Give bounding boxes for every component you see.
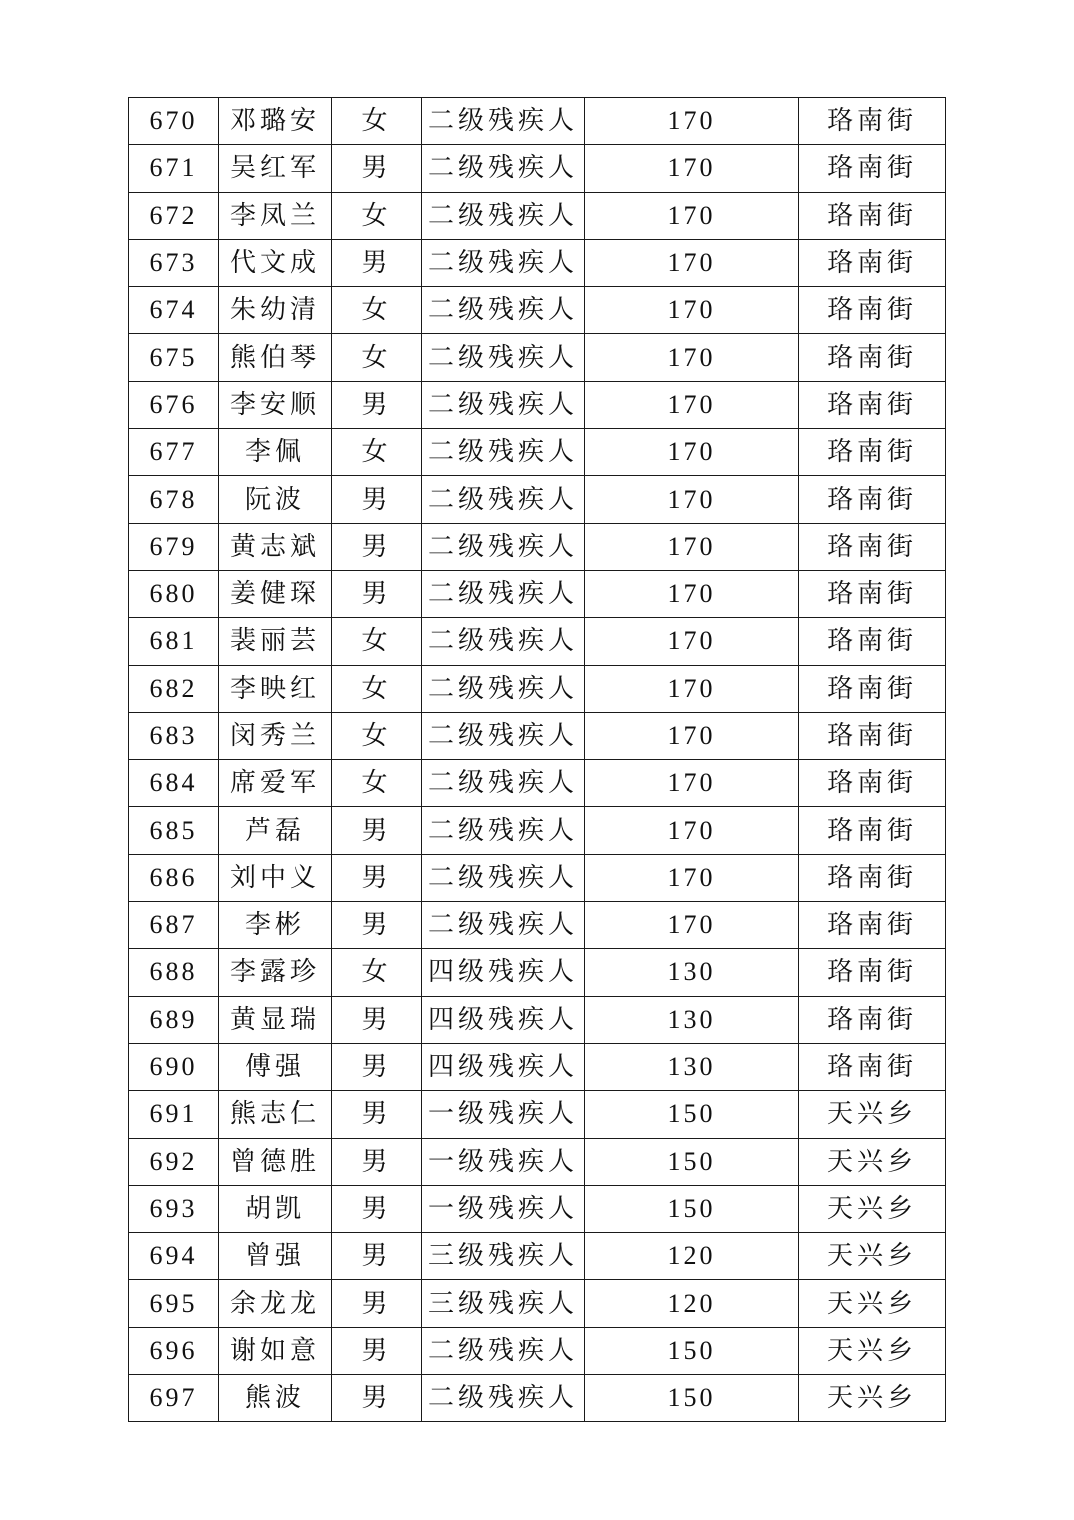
gender-cell: 女	[332, 665, 422, 712]
disability-level-cell: 二级残疾人	[422, 381, 585, 428]
gender-cell: 男	[332, 1233, 422, 1280]
row-number-cell: 674	[129, 287, 219, 334]
person-name-cell: 芦磊	[219, 807, 332, 854]
disability-level-cell: 二级残疾人	[422, 712, 585, 759]
disability-level-cell: 二级残疾人	[422, 807, 585, 854]
street-area-cell: 珞南街	[799, 665, 946, 712]
subsidy-amount-cell: 170	[585, 902, 799, 949]
disability-level-cell: 二级残疾人	[422, 239, 585, 286]
table-row	[129, 902, 946, 949]
table-row	[129, 570, 946, 617]
disability-level-cell: 二级残疾人	[422, 1375, 585, 1422]
row-number-cell: 683	[129, 712, 219, 759]
street-area-cell: 珞南街	[799, 476, 946, 523]
table-row	[129, 949, 946, 996]
street-area-cell: 天兴乡	[799, 1375, 946, 1422]
table-row	[129, 334, 946, 381]
row-number-cell: 685	[129, 807, 219, 854]
gender-cell: 男	[332, 1280, 422, 1327]
disability-level-cell: 一级残疾人	[422, 1185, 585, 1232]
person-name-cell: 李彬	[219, 902, 332, 949]
gender-cell: 女	[332, 760, 422, 807]
person-name-cell: 阮波	[219, 476, 332, 523]
row-number-cell: 673	[129, 239, 219, 286]
street-area-cell: 珞南街	[799, 854, 946, 901]
subsidy-amount-cell: 120	[585, 1280, 799, 1327]
street-area-cell: 天兴乡	[799, 1091, 946, 1138]
table-row	[129, 523, 946, 570]
row-number-cell: 670	[129, 98, 219, 145]
subsidy-roster-table	[128, 97, 946, 1422]
row-number-cell: 695	[129, 1280, 219, 1327]
person-name-cell: 裴丽芸	[219, 618, 332, 665]
row-number-cell: 692	[129, 1138, 219, 1185]
person-name-cell: 邓璐安	[219, 98, 332, 145]
street-area-cell: 珞南街	[799, 381, 946, 428]
table-row	[129, 145, 946, 192]
row-number-cell: 677	[129, 429, 219, 476]
table-row	[129, 712, 946, 759]
row-number-cell: 687	[129, 902, 219, 949]
disability-level-cell: 四级残疾人	[422, 996, 585, 1043]
person-name-cell: 黄志斌	[219, 523, 332, 570]
subsidy-amount-cell: 120	[585, 1233, 799, 1280]
gender-cell: 男	[332, 807, 422, 854]
table-row	[129, 98, 946, 145]
subsidy-amount-cell: 170	[585, 334, 799, 381]
disability-level-cell: 二级残疾人	[422, 429, 585, 476]
gender-cell: 男	[332, 381, 422, 428]
subsidy-amount-cell: 170	[585, 807, 799, 854]
gender-cell: 男	[332, 1091, 422, 1138]
gender-cell: 男	[332, 570, 422, 617]
disability-level-cell: 二级残疾人	[422, 476, 585, 523]
person-name-cell: 熊伯琴	[219, 334, 332, 381]
person-name-cell: 吴红军	[219, 145, 332, 192]
gender-cell: 男	[332, 1185, 422, 1232]
street-area-cell: 珞南街	[799, 98, 946, 145]
street-area-cell: 珞南街	[799, 760, 946, 807]
subsidy-amount-cell: 150	[585, 1375, 799, 1422]
subsidy-amount-cell: 170	[585, 287, 799, 334]
row-number-cell: 680	[129, 570, 219, 617]
disability-level-cell: 二级残疾人	[422, 334, 585, 381]
gender-cell: 男	[332, 1375, 422, 1422]
subsidy-amount-cell: 170	[585, 665, 799, 712]
disability-level-cell: 四级残疾人	[422, 1043, 585, 1090]
row-number-cell: 676	[129, 381, 219, 428]
subsidy-amount-cell: 170	[585, 476, 799, 523]
subsidy-amount-cell: 130	[585, 949, 799, 996]
disability-level-cell: 一级残疾人	[422, 1138, 585, 1185]
disability-level-cell: 二级残疾人	[422, 192, 585, 239]
disability-level-cell: 二级残疾人	[422, 523, 585, 570]
gender-cell: 女	[332, 429, 422, 476]
subsidy-amount-cell: 170	[585, 570, 799, 617]
table-row	[129, 854, 946, 901]
street-area-cell: 珞南街	[799, 429, 946, 476]
row-number-cell: 678	[129, 476, 219, 523]
table-row	[129, 1185, 946, 1232]
row-number-cell: 694	[129, 1233, 219, 1280]
disability-level-cell: 二级残疾人	[422, 854, 585, 901]
person-name-cell: 傅强	[219, 1043, 332, 1090]
gender-cell: 女	[332, 287, 422, 334]
gender-cell: 男	[332, 996, 422, 1043]
gender-cell: 男	[332, 1138, 422, 1185]
row-number-cell: 671	[129, 145, 219, 192]
person-name-cell: 李凤兰	[219, 192, 332, 239]
table-row	[129, 1375, 946, 1422]
subsidy-amount-cell: 170	[585, 192, 799, 239]
disability-level-cell: 二级残疾人	[422, 902, 585, 949]
person-name-cell: 曾德胜	[219, 1138, 332, 1185]
table-row	[129, 381, 946, 428]
table-row	[129, 429, 946, 476]
table-row	[129, 807, 946, 854]
disability-level-cell: 二级残疾人	[422, 1327, 585, 1374]
person-name-cell: 刘中义	[219, 854, 332, 901]
street-area-cell: 珞南街	[799, 239, 946, 286]
gender-cell: 男	[332, 854, 422, 901]
table-row	[129, 1138, 946, 1185]
disability-level-cell: 三级残疾人	[422, 1280, 585, 1327]
person-name-cell: 熊波	[219, 1375, 332, 1422]
gender-cell: 男	[332, 523, 422, 570]
disability-level-cell: 四级残疾人	[422, 949, 585, 996]
gender-cell: 男	[332, 1327, 422, 1374]
street-area-cell: 珞南街	[799, 807, 946, 854]
table-row	[129, 1233, 946, 1280]
row-number-cell: 679	[129, 523, 219, 570]
gender-cell: 女	[332, 712, 422, 759]
person-name-cell: 李露珍	[219, 949, 332, 996]
person-name-cell: 曾强	[219, 1233, 332, 1280]
person-name-cell: 李佩	[219, 429, 332, 476]
subsidy-amount-cell: 150	[585, 1138, 799, 1185]
disability-level-cell: 二级残疾人	[422, 145, 585, 192]
table-row	[129, 996, 946, 1043]
subsidy-amount-cell: 170	[585, 239, 799, 286]
subsidy-amount-cell: 170	[585, 618, 799, 665]
table-row	[129, 476, 946, 523]
row-number-cell: 682	[129, 665, 219, 712]
row-number-cell: 686	[129, 854, 219, 901]
person-name-cell: 黄显瑞	[219, 996, 332, 1043]
row-number-cell: 690	[129, 1043, 219, 1090]
person-name-cell: 朱幼清	[219, 287, 332, 334]
table-row	[129, 618, 946, 665]
person-name-cell: 代文成	[219, 239, 332, 286]
subsidy-amount-cell: 150	[585, 1091, 799, 1138]
row-number-cell: 693	[129, 1185, 219, 1232]
person-name-cell: 李安顺	[219, 381, 332, 428]
gender-cell: 男	[332, 902, 422, 949]
person-name-cell: 谢如意	[219, 1327, 332, 1374]
table-row	[129, 1043, 946, 1090]
disability-level-cell: 二级残疾人	[422, 665, 585, 712]
street-area-cell: 珞南街	[799, 523, 946, 570]
gender-cell: 女	[332, 98, 422, 145]
street-area-cell: 珞南街	[799, 712, 946, 759]
subsidy-amount-cell: 170	[585, 523, 799, 570]
street-area-cell: 珞南街	[799, 334, 946, 381]
person-name-cell: 姜健琛	[219, 570, 332, 617]
table-row	[129, 1280, 946, 1327]
street-area-cell: 珞南街	[799, 902, 946, 949]
row-number-cell: 691	[129, 1091, 219, 1138]
subsidy-amount-cell: 170	[585, 98, 799, 145]
roster-body	[129, 98, 946, 1422]
subsidy-amount-cell: 170	[585, 145, 799, 192]
street-area-cell: 天兴乡	[799, 1233, 946, 1280]
subsidy-amount-cell: 170	[585, 760, 799, 807]
person-name-cell: 余龙龙	[219, 1280, 332, 1327]
row-number-cell: 688	[129, 949, 219, 996]
disability-level-cell: 二级残疾人	[422, 618, 585, 665]
table-row	[129, 760, 946, 807]
subsidy-amount-cell: 150	[585, 1327, 799, 1374]
person-name-cell: 胡凯	[219, 1185, 332, 1232]
gender-cell: 女	[332, 618, 422, 665]
table-row	[129, 192, 946, 239]
disability-level-cell: 二级残疾人	[422, 98, 585, 145]
row-number-cell: 672	[129, 192, 219, 239]
row-number-cell: 697	[129, 1375, 219, 1422]
gender-cell: 女	[332, 949, 422, 996]
subsidy-amount-cell: 150	[585, 1185, 799, 1232]
subsidy-amount-cell: 130	[585, 1043, 799, 1090]
street-area-cell: 天兴乡	[799, 1327, 946, 1374]
street-area-cell: 珞南街	[799, 996, 946, 1043]
gender-cell: 男	[332, 476, 422, 523]
subsidy-amount-cell: 130	[585, 996, 799, 1043]
street-area-cell: 珞南街	[799, 949, 946, 996]
subsidy-amount-cell: 170	[585, 429, 799, 476]
person-name-cell: 李映红	[219, 665, 332, 712]
street-area-cell: 珞南街	[799, 287, 946, 334]
gender-cell: 男	[332, 1043, 422, 1090]
street-area-cell: 天兴乡	[799, 1138, 946, 1185]
street-area-cell: 天兴乡	[799, 1280, 946, 1327]
row-number-cell: 684	[129, 760, 219, 807]
street-area-cell: 珞南街	[799, 192, 946, 239]
row-number-cell: 689	[129, 996, 219, 1043]
street-area-cell: 珞南街	[799, 145, 946, 192]
disability-level-cell: 一级残疾人	[422, 1091, 585, 1138]
subsidy-amount-cell: 170	[585, 854, 799, 901]
table-row	[129, 1327, 946, 1374]
disability-level-cell: 二级残疾人	[422, 760, 585, 807]
gender-cell: 女	[332, 334, 422, 381]
street-area-cell: 珞南街	[799, 1043, 946, 1090]
disability-level-cell: 二级残疾人	[422, 570, 585, 617]
table-row	[129, 239, 946, 286]
subsidy-amount-cell: 170	[585, 381, 799, 428]
disability-level-cell: 二级残疾人	[422, 287, 585, 334]
street-area-cell: 珞南街	[799, 618, 946, 665]
row-number-cell: 696	[129, 1327, 219, 1374]
gender-cell: 女	[332, 192, 422, 239]
street-area-cell: 珞南街	[799, 570, 946, 617]
table-row	[129, 287, 946, 334]
row-number-cell: 681	[129, 618, 219, 665]
person-name-cell: 熊志仁	[219, 1091, 332, 1138]
row-number-cell: 675	[129, 334, 219, 381]
gender-cell: 男	[332, 239, 422, 286]
subsidy-amount-cell: 170	[585, 712, 799, 759]
street-area-cell: 天兴乡	[799, 1185, 946, 1232]
person-name-cell: 席爱军	[219, 760, 332, 807]
table-row	[129, 1091, 946, 1138]
person-name-cell: 闵秀兰	[219, 712, 332, 759]
table-row	[129, 665, 946, 712]
disability-level-cell: 三级残疾人	[422, 1233, 585, 1280]
gender-cell: 男	[332, 145, 422, 192]
